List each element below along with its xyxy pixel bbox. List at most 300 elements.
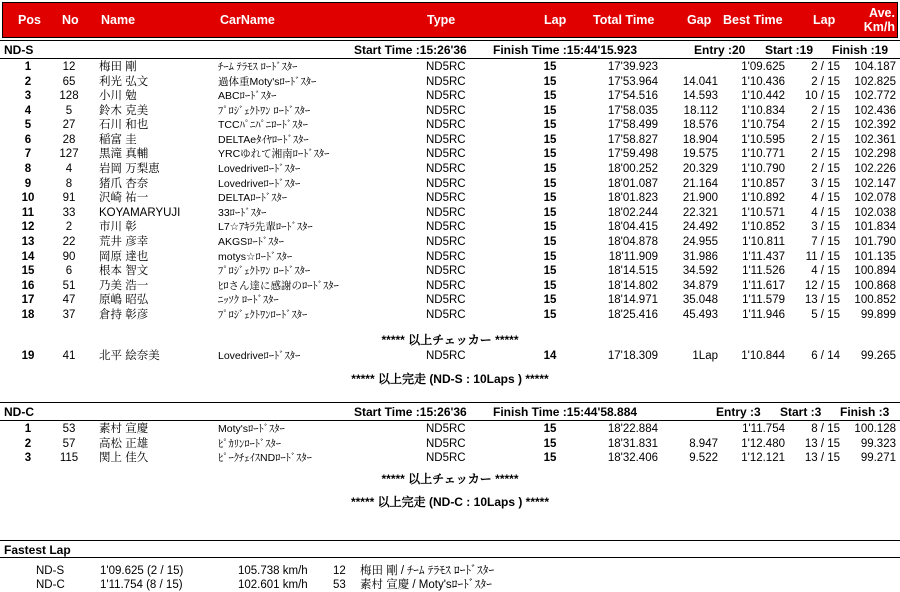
cell-name: 倉持 彰彦 xyxy=(99,308,149,321)
cell-lap: 15 xyxy=(543,279,557,292)
cell-car: AKGSﾛｰﾄﾞｽﾀｰ xyxy=(218,235,284,248)
cell-type: ND5RC xyxy=(426,61,466,73)
cell-total: 17'58.827 xyxy=(607,133,658,146)
cell-type: ND5RC xyxy=(426,177,466,190)
cell-type: ND5RC xyxy=(426,279,466,292)
finish-count: Finish :19 xyxy=(832,43,889,57)
cell-name: 黒滝 真輔 xyxy=(99,148,149,161)
cell-type: ND5RC xyxy=(426,235,466,248)
cell-gap: 8.947 xyxy=(689,437,718,450)
table-row xyxy=(0,438,900,451)
cell-type: ND5RC xyxy=(426,75,466,88)
cell-total: 18'14.971 xyxy=(607,294,658,307)
cell-car: ﾌﾟﾛｼﾞｪｸﾄﾜﾝ ﾛｰﾄﾞｽﾀｰ xyxy=(218,265,311,278)
class-label: ND-S xyxy=(4,43,34,57)
cell-gap: 22.321 xyxy=(682,206,718,219)
cell-type: ND5RC xyxy=(426,294,466,307)
cell-car: DELTAﾛｰﾄﾞｽﾀｰ xyxy=(218,192,288,205)
cell-name: 素村 宣慶 xyxy=(99,423,149,435)
cell-lap: 15 xyxy=(543,163,557,176)
fastest-driver: 梅田 剛 / ﾁｰﾑ ﾃﾗﾓｽ ﾛｰﾄﾞｽﾀｰ xyxy=(360,565,495,577)
fastest-lap-row xyxy=(0,579,900,592)
cell-lap: 15 xyxy=(543,235,557,248)
cell-total: 18'11.909 xyxy=(608,250,658,263)
class-bar-nd-c xyxy=(0,402,900,421)
cell-type: ND5RC xyxy=(426,90,466,103)
cell-best: 1'10.436 xyxy=(741,75,785,88)
cell-type: ND5RC xyxy=(426,221,466,234)
cell-no: 2 xyxy=(65,221,73,234)
results-header xyxy=(2,2,898,38)
fastest-time: 1'09.625 (2 / 15) xyxy=(100,565,184,577)
cell-lap: 15 xyxy=(543,148,557,161)
fastest-speed: 102.601 km/h xyxy=(238,579,308,591)
cell-total: 17'39.923 xyxy=(607,61,658,73)
cell-car: ﾌﾟﾛｼﾞｪｸﾄﾜﾝ ﾛｰﾄﾞｽﾀｰ xyxy=(218,104,311,117)
cell-type: ND5RC xyxy=(426,350,466,362)
table-row xyxy=(0,61,900,74)
cell-gap: 21.164 xyxy=(682,177,718,190)
cell-blap: 3 / 15 xyxy=(811,177,840,190)
cell-type: ND5RC xyxy=(426,265,466,278)
table-row xyxy=(0,350,900,363)
cell-no: 90 xyxy=(62,250,76,263)
cell-no: 115 xyxy=(59,452,79,464)
cell-name: 鈴木 克美 xyxy=(99,104,149,117)
cell-pos: 2 xyxy=(24,75,32,88)
cell-pos: 7 xyxy=(24,148,32,161)
cell-car: YRCゆれて湘南ﾛｰﾄﾞｽﾀｰ xyxy=(218,148,330,161)
cell-pos: 4 xyxy=(24,104,32,117)
cell-ave: 99.265 xyxy=(860,350,896,362)
header-no: No xyxy=(62,13,79,27)
cell-pos: 10 xyxy=(21,192,35,205)
cell-blap: 2 / 15 xyxy=(811,148,840,161)
cell-pos: 13 xyxy=(21,235,35,248)
cell-blap: 10 / 15 xyxy=(804,90,840,103)
cell-type: ND5RC xyxy=(426,192,466,205)
cell-ave: 100.852 xyxy=(854,294,896,307)
cell-no: 65 xyxy=(62,75,76,88)
cell-best: 1'10.442 xyxy=(741,90,785,103)
ndc-complete-note: ***** 以上完走 (ND-C : 10Laps ) ***** xyxy=(350,495,550,509)
fastest-driver: 素村 宣慶 / Moty'sﾛｰﾄﾞｽﾀｰ xyxy=(360,579,492,591)
cell-gap: 35.048 xyxy=(682,294,718,307)
cell-ave: 101.790 xyxy=(854,235,896,248)
finish-time: Finish Time :15:44'58.884 xyxy=(493,405,638,419)
cell-blap: 2 / 15 xyxy=(811,75,840,88)
cell-gap: 24.955 xyxy=(682,235,718,248)
cell-best: 1'10.811 xyxy=(742,235,785,248)
cell-lap: 14 xyxy=(543,350,557,362)
cell-ave: 100.868 xyxy=(854,279,896,292)
cell-best: 1'10.595 xyxy=(741,133,785,146)
cell-no: 33 xyxy=(62,206,76,219)
cell-best: 1'10.852 xyxy=(741,221,785,234)
finish-time: Finish Time :15:44'15.923 xyxy=(493,43,638,57)
cell-gap: 14.593 xyxy=(682,90,718,103)
cell-no: 8 xyxy=(65,177,73,190)
cell-total: 17'58.035 xyxy=(607,104,658,117)
table-row xyxy=(0,119,900,132)
cell-total: 18'00.252 xyxy=(607,163,658,176)
cell-best: 1'11.579 xyxy=(742,294,785,307)
cell-lap: 15 xyxy=(543,265,557,278)
cell-type: ND5RC xyxy=(426,437,466,450)
cell-name: 原嶋 昭弘 xyxy=(99,294,149,307)
cell-car: ABCﾛｰﾄﾞｽﾀｰ xyxy=(218,90,277,103)
start-time: Start Time :15:26'36 xyxy=(354,43,467,57)
cell-blap: 13 / 15 xyxy=(804,294,840,307)
cell-lap: 15 xyxy=(543,119,557,132)
cell-no: 47 xyxy=(62,294,76,307)
cell-total: 18'02.244 xyxy=(607,206,658,219)
cell-ave: 99.271 xyxy=(860,452,896,464)
cell-gap: 1Lap xyxy=(692,350,718,362)
table-row xyxy=(0,207,900,220)
cell-best: 1'11.754 xyxy=(742,423,785,435)
cell-pos: 1 xyxy=(24,61,32,73)
cell-car: ﾋﾟｶﾘﾝﾛｰﾄﾞｽﾀｰ xyxy=(218,437,281,450)
cell-best: 1'10.571 xyxy=(741,206,785,219)
fastest-time: 1'11.754 (8 / 15) xyxy=(100,579,183,591)
cell-gap: 18.576 xyxy=(682,119,718,132)
cell-total: 17'53.964 xyxy=(607,75,658,88)
cell-total: 17'54.516 xyxy=(607,90,658,103)
cell-car: TCCﾊﾟﾆﾊﾟﾆﾛｰﾄﾞｽﾀｰ xyxy=(218,119,308,132)
cell-car: Lovedriveﾛｰﾄﾞｽﾀｰ xyxy=(218,177,301,190)
cell-total: 17'58.499 xyxy=(607,119,658,132)
header-kmh-label: Km/h xyxy=(863,20,895,34)
cell-lap: 15 xyxy=(543,177,557,190)
cell-ave: 102.436 xyxy=(854,104,896,117)
cell-lap: 15 xyxy=(543,75,557,88)
cell-total: 18'04.878 xyxy=(607,235,658,248)
cell-car: ﾋﾛさん達に感謝のﾛｰﾄﾞｽﾀｰ xyxy=(218,279,339,292)
cell-no: 5 xyxy=(65,104,73,117)
cell-gap: 31.986 xyxy=(682,250,718,263)
cell-ave: 102.825 xyxy=(854,75,896,88)
cell-ave: 100.128 xyxy=(854,423,896,435)
ndc-checker-note: ***** 以上チェッカー ***** xyxy=(381,472,519,486)
cell-lap: 15 xyxy=(543,308,557,321)
cell-total: 18'14.515 xyxy=(607,265,658,278)
cell-blap: 12 / 15 xyxy=(804,279,840,292)
class-label: ND-C xyxy=(4,405,34,419)
cell-ave: 102.078 xyxy=(854,192,896,205)
table-row xyxy=(0,265,900,278)
header-total-time: Total Time xyxy=(593,13,655,27)
cell-pos: 1 xyxy=(24,423,32,435)
table-row xyxy=(0,423,900,436)
table-row xyxy=(0,309,900,322)
cell-pos: 5 xyxy=(24,119,32,132)
cell-gap: 9.522 xyxy=(689,452,718,464)
cell-total: 18'31.831 xyxy=(607,437,658,450)
table-row xyxy=(0,148,900,161)
cell-best: 1'11.946 xyxy=(742,308,785,321)
fastest-lap-title: Fastest Lap xyxy=(4,543,71,557)
cell-best: 1'11.437 xyxy=(742,250,785,263)
cell-no: 22 xyxy=(62,235,76,248)
cell-pos: 6 xyxy=(24,133,32,146)
cell-pos: 3 xyxy=(24,452,32,464)
cell-gap: 14.041 xyxy=(682,75,718,88)
header-ave-label: Ave. xyxy=(869,6,895,20)
cell-no: 12 xyxy=(62,61,76,73)
cell-total: 17'18.309 xyxy=(607,350,658,362)
cell-car: DELTAeﾀｲﾔﾛｰﾄﾞｽﾀｰ xyxy=(218,133,309,146)
cell-pos: 18 xyxy=(21,308,35,321)
finish-count: Finish :3 xyxy=(840,405,890,419)
cell-ave: 102.226 xyxy=(854,163,896,176)
cell-type: ND5RC xyxy=(426,308,466,321)
cell-lap: 15 xyxy=(543,61,557,73)
table-row xyxy=(0,163,900,176)
cell-name: 市川 彰 xyxy=(99,221,137,234)
table-row xyxy=(0,90,900,103)
cell-gap: 45.493 xyxy=(682,308,718,321)
start-count: Start :3 xyxy=(780,405,822,419)
cell-total: 18'04.415 xyxy=(607,221,658,234)
cell-ave: 102.038 xyxy=(854,206,896,219)
cell-gap: 21.900 xyxy=(682,192,718,205)
cell-lap: 15 xyxy=(543,437,557,450)
cell-lap: 15 xyxy=(543,192,557,205)
cell-gap: 34.592 xyxy=(682,265,718,278)
fastest-cls: ND-S xyxy=(36,565,65,577)
cell-blap: 3 / 15 xyxy=(811,221,840,234)
cell-best: 1'12.480 xyxy=(741,437,785,450)
cell-ave: 101.135 xyxy=(854,250,896,263)
header-type: Type xyxy=(427,13,456,27)
cell-no: 41 xyxy=(62,350,76,362)
table-row xyxy=(0,294,900,307)
cell-total: 18'14.802 xyxy=(607,279,658,292)
header-best-lap: Lap xyxy=(813,13,836,27)
cell-name: 荒井 彦幸 xyxy=(99,235,149,248)
cell-gap: 18.904 xyxy=(682,133,718,146)
cell-car: Lovedriveﾛｰﾄﾞｽﾀｰ xyxy=(218,350,301,362)
cell-total: 17'59.498 xyxy=(607,148,658,161)
fastest-no: 53 xyxy=(333,579,346,591)
cell-type: ND5RC xyxy=(426,206,466,219)
cell-name: KOYAMARYUJI xyxy=(99,206,181,219)
cell-lap: 15 xyxy=(543,250,557,263)
table-row xyxy=(0,452,900,465)
cell-car: 33ﾛｰﾄﾞｽﾀｰ xyxy=(218,206,267,219)
header-best-time: Best Time xyxy=(723,13,783,27)
cell-no: 57 xyxy=(62,437,76,450)
cell-no: 91 xyxy=(62,192,76,205)
cell-no: 53 xyxy=(62,423,76,435)
cell-blap: 13 / 15 xyxy=(804,437,840,450)
cell-name: 石川 和也 xyxy=(99,119,149,132)
cell-blap: 4 / 15 xyxy=(811,192,840,205)
fastest-lap-title-bar xyxy=(0,540,900,558)
cell-name: 梅田 剛 xyxy=(99,61,137,73)
header-carname: CarName xyxy=(220,13,275,27)
cell-blap: 8 / 15 xyxy=(811,423,840,435)
cell-name: 猪爪 杏奈 xyxy=(99,177,149,190)
cell-lap: 15 xyxy=(543,206,557,219)
cell-type: ND5RC xyxy=(426,163,466,176)
cell-lap: 15 xyxy=(543,294,557,307)
cell-total: 18'01.823 xyxy=(607,192,658,205)
header-pos: Pos xyxy=(18,13,41,27)
cell-car: ﾁｰﾑ ﾃﾗﾓｽ ﾛｰﾄﾞｽﾀｰ xyxy=(218,61,298,73)
cell-name: 関上 佳久 xyxy=(99,452,149,464)
start-count: Start :19 xyxy=(765,43,814,57)
cell-total: 18'25.416 xyxy=(607,308,658,321)
cell-car: Lovedriveﾛｰﾄﾞｽﾀｰ xyxy=(218,163,301,176)
cell-best: 1'10.834 xyxy=(741,104,785,117)
cell-name: 岡原 達也 xyxy=(99,250,149,263)
cell-best: 1'09.625 xyxy=(741,61,785,73)
cell-blap: 4 / 15 xyxy=(811,206,840,219)
cell-pos: 17 xyxy=(21,294,35,307)
cell-car: ﾌﾟﾛｼﾞｪｸﾄﾜﾝﾛｰﾄﾞｽﾀｰ xyxy=(218,308,308,321)
fastest-no: 12 xyxy=(333,565,346,577)
table-row xyxy=(0,221,900,234)
cell-lap: 15 xyxy=(543,104,557,117)
cell-best: 1'11.526 xyxy=(742,265,785,278)
cell-ave: 102.772 xyxy=(854,90,896,103)
cell-blap: 2 / 15 xyxy=(811,119,840,132)
cell-no: 27 xyxy=(62,119,76,132)
table-row xyxy=(0,76,900,89)
cell-lap: 15 xyxy=(543,423,557,435)
cell-no: 37 xyxy=(62,308,76,321)
cell-lap: 15 xyxy=(543,133,557,146)
header-gap: Gap xyxy=(687,13,712,27)
cell-total: 18'32.406 xyxy=(607,452,658,464)
cell-blap: 2 / 15 xyxy=(811,133,840,146)
cell-name: 小川 勉 xyxy=(99,90,137,103)
cell-blap: 5 / 15 xyxy=(811,308,840,321)
cell-pos: 12 xyxy=(21,221,35,234)
cell-name: 沢崎 祐一 xyxy=(99,192,149,205)
header-lap: Lap xyxy=(544,13,567,27)
cell-pos: 2 xyxy=(24,437,32,450)
cell-no: 28 xyxy=(62,133,76,146)
cell-pos: 15 xyxy=(21,265,35,278)
cell-type: ND5RC xyxy=(426,133,466,146)
cell-lap: 15 xyxy=(543,221,557,234)
nds-checker-note: ***** 以上チェッカー ***** xyxy=(381,333,519,347)
table-row xyxy=(0,105,900,118)
cell-lap: 15 xyxy=(543,452,557,464)
cell-name: 高松 正雄 xyxy=(99,437,149,450)
entry-count: Entry :3 xyxy=(716,405,761,419)
cell-blap: 13 / 15 xyxy=(804,452,840,464)
table-row xyxy=(0,178,900,191)
cell-blap: 11 / 15 xyxy=(805,250,840,263)
cell-best: 1'10.771 xyxy=(741,148,785,161)
cell-total: 18'22.884 xyxy=(607,423,658,435)
fastest-speed: 105.738 km/h xyxy=(238,565,308,577)
cell-type: ND5RC xyxy=(426,250,466,263)
cell-car: motys☆ﾛｰﾄﾞｽﾀｰ xyxy=(218,250,293,263)
cell-gap: 24.492 xyxy=(682,221,718,234)
cell-name: 岩岡 万梨恵 xyxy=(99,163,160,176)
cell-best: 1'10.844 xyxy=(741,350,785,362)
cell-ave: 104.187 xyxy=(854,61,896,73)
cell-type: ND5RC xyxy=(426,423,466,435)
table-row xyxy=(0,251,900,264)
cell-blap: 2 / 15 xyxy=(811,61,840,73)
cell-pos: 8 xyxy=(24,163,32,176)
cell-blap: 2 / 15 xyxy=(811,104,840,117)
cell-name: 根本 智文 xyxy=(99,265,149,278)
cell-no: 6 xyxy=(65,265,73,278)
nds-complete-note: ***** 以上完走 (ND-S : 10Laps ) ***** xyxy=(351,372,549,386)
cell-type: ND5RC xyxy=(426,119,466,132)
cell-name: 利光 弘文 xyxy=(99,75,149,88)
cell-type: ND5RC xyxy=(426,452,466,464)
entry-count: Entry :20 xyxy=(694,43,746,57)
cell-best: 1'11.617 xyxy=(742,279,785,292)
cell-pos: 14 xyxy=(21,250,35,263)
table-row xyxy=(0,280,900,293)
cell-ave: 99.323 xyxy=(860,437,896,450)
cell-blap: 4 / 15 xyxy=(811,265,840,278)
cell-type: ND5RC xyxy=(426,104,466,117)
start-time: Start Time :15:26'36 xyxy=(354,405,467,419)
cell-best: 1'10.790 xyxy=(741,163,785,176)
cell-name: 乃美 浩一 xyxy=(99,279,149,292)
cell-pos: 19 xyxy=(21,350,35,362)
cell-blap: 2 / 15 xyxy=(811,163,840,176)
cell-blap: 7 / 15 xyxy=(811,235,840,248)
header-name: Name xyxy=(101,13,136,27)
class-bar-nd-s xyxy=(0,40,900,59)
cell-car: ﾆｯｿｸ ﾛｰﾄﾞｽﾀｰ xyxy=(218,294,279,307)
cell-gap: 18.112 xyxy=(683,104,718,117)
cell-no: 4 xyxy=(65,163,73,176)
cell-blap: 6 / 14 xyxy=(811,350,840,362)
table-row xyxy=(0,236,900,249)
cell-best: 1'10.892 xyxy=(741,192,785,205)
cell-gap: 34.879 xyxy=(682,279,718,292)
cell-ave: 102.147 xyxy=(854,177,896,190)
cell-total: 18'01.087 xyxy=(607,177,658,190)
table-row xyxy=(0,134,900,147)
cell-gap: 20.329 xyxy=(682,163,718,176)
cell-ave: 100.894 xyxy=(854,265,896,278)
cell-car: Moty'sﾛｰﾄﾞｽﾀｰ xyxy=(218,423,285,435)
cell-car: 過体重Moty'sﾛｰﾄﾞｽﾀｰ xyxy=(218,75,317,88)
cell-best: 1'12.121 xyxy=(741,452,785,464)
cell-pos: 11 xyxy=(21,206,35,219)
cell-name: 北平 絵奈美 xyxy=(99,350,160,362)
fastest-cls: ND-C xyxy=(36,579,65,591)
cell-type: ND5RC xyxy=(426,148,466,161)
cell-car: ﾋﾟｰｸﾁｪｲｽNDﾛｰﾄﾞｽﾀｰ xyxy=(218,452,312,464)
cell-gap: 19.575 xyxy=(682,148,718,161)
cell-ave: 101.834 xyxy=(854,221,896,234)
cell-pos: 16 xyxy=(21,279,35,292)
cell-name: 稲富 圭 xyxy=(99,133,137,146)
cell-ave: 99.899 xyxy=(860,308,896,321)
cell-no: 127 xyxy=(59,148,79,161)
cell-lap: 15 xyxy=(543,90,557,103)
cell-no: 51 xyxy=(62,279,76,292)
cell-best: 1'10.857 xyxy=(741,177,785,190)
cell-no: 128 xyxy=(59,90,79,103)
table-row xyxy=(0,192,900,205)
header-ave xyxy=(855,6,895,34)
